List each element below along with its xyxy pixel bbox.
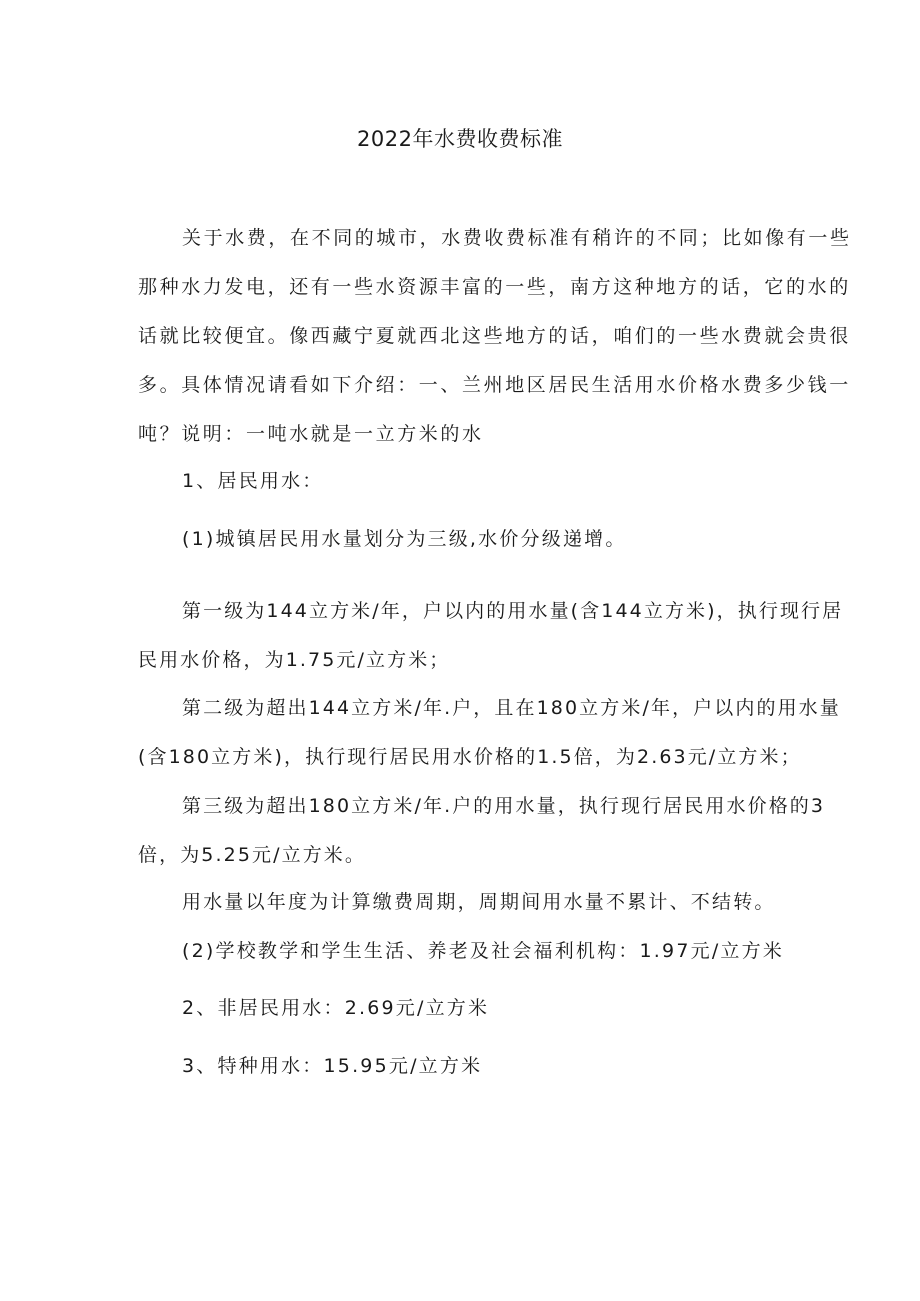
section-1-heading: 1、居民用水：	[182, 470, 324, 492]
section-2-line: 2、非居民用水：2.69元/立方米	[182, 997, 490, 1019]
document-title: 2022年水费收费标准	[357, 127, 563, 151]
tier-1-paragraph: 第一级为144立方米/年，户以内的用水量(含144立方米)，执行现行居民用水价格，为1.75元/立方米；	[138, 600, 844, 671]
intro-paragraph: 关于水费，在不同的城市，水费收费标准有稍许的不同；比如像有一些那种水力发电，还有一些水资源丰富的一些，南方这种地方的话，它的水的话就比较便宜。像西藏宁夏就西北这些地方的话，咱们的一些水费就会贵很多。具体情况请看如下介绍：一、兰州地区居民生活用水价格水费多少钱一吨？说明：一吨水就是一立方米的水	[138, 227, 852, 445]
billing-cycle-note: 用水量以年度为计算缴费周期，周期间用水量不累计、不结转。	[182, 891, 776, 913]
tier-2-paragraph: 第二级为超出144立方米/年.户，且在180立方米/年，户以内的用水量(含180立方米)，执行现行居民用水价格的1.5倍，为2.63元/立方米；	[138, 697, 841, 768]
item-2-paragraph: (2)学校教学和学生生活、养老及社会福利机构：1.97元/立方米	[182, 940, 785, 962]
tier-3-paragraph: 第三级为超出180立方米/年.户的用水量，执行现行居民用水价格的3倍，为5.25元/立方米。	[138, 795, 826, 866]
section-3-line: 3、特种用水：15.95元/立方米	[182, 1055, 483, 1077]
item-1-heading: (1)城镇居民用水量划分为三级,水价分级递增。	[182, 528, 627, 550]
